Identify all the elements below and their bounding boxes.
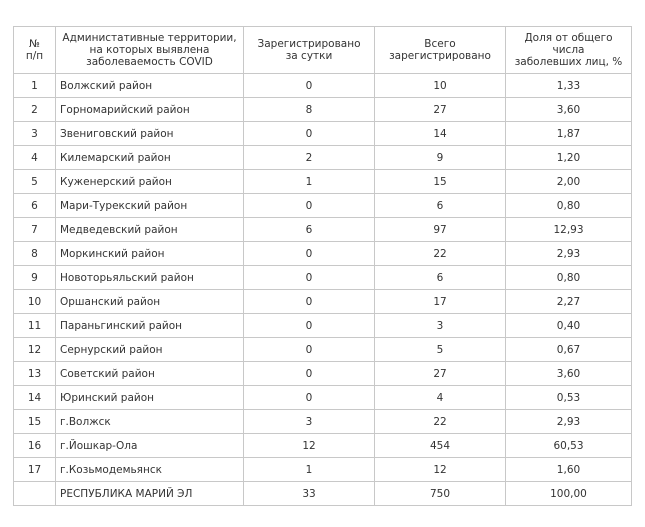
table-body [14,74,632,506]
covid-table-container [13,26,632,506]
territory-name-cell: Мари-Турекский район [56,194,244,218]
territory-name-cell: РЕСПУБЛИКА МАРИЙ ЭЛ [56,482,244,506]
share-percent-cell: 1,87 [506,122,632,146]
row-number-cell: 17 [14,458,56,482]
total-count-cell: 3 [375,314,506,338]
territory-name-cell: г.Волжск [56,410,244,434]
row-number-cell: 14 [14,386,56,410]
territory-name-cell: Параньгинский район [56,314,244,338]
table-header [14,27,632,74]
col-header-number: № п/п [14,27,56,74]
territory-name-cell: Горномарийский район [56,98,244,122]
total-count-cell: 10 [375,74,506,98]
daily-count-cell: 0 [244,362,375,386]
total-count-cell: 12 [375,458,506,482]
total-count-cell: 14 [375,122,506,146]
col-header-daily: Зарегистрировано за сутки [244,27,375,74]
daily-count-cell: 2 [244,146,375,170]
territory-name-cell: Медведевский район [56,218,244,242]
table-row [14,122,632,146]
col-header-territory: Администативные территории, на которых выявлена заболеваемость COVID [56,27,244,74]
territory-name-cell: Звениговский район [56,122,244,146]
row-number-cell: 9 [14,266,56,290]
col-header-total: Всего зарегистрировано [375,27,506,74]
daily-count-cell: 0 [244,194,375,218]
daily-count-cell: 3 [244,410,375,434]
share-percent-cell: 100,00 [506,482,632,506]
daily-count-cell: 0 [244,122,375,146]
share-percent-cell: 0,67 [506,338,632,362]
row-number-cell: 6 [14,194,56,218]
daily-count-cell: 1 [244,170,375,194]
share-percent-cell: 1,20 [506,146,632,170]
share-percent-cell: 2,27 [506,290,632,314]
covid-statistics-table [13,26,632,506]
daily-count-cell: 0 [244,266,375,290]
daily-count-cell: 0 [244,338,375,362]
row-number-cell: 3 [14,122,56,146]
share-percent-cell: 3,60 [506,362,632,386]
share-percent-cell: 3,60 [506,98,632,122]
total-count-cell: 15 [375,170,506,194]
total-count-cell: 9 [375,146,506,170]
table-row [14,314,632,338]
table-row [14,434,632,458]
territory-name-cell: Советский район [56,362,244,386]
row-number-cell: 15 [14,410,56,434]
daily-count-cell: 12 [244,434,375,458]
share-percent-cell: 60,53 [506,434,632,458]
row-number-cell: 16 [14,434,56,458]
daily-count-cell: 0 [244,74,375,98]
total-count-cell: 4 [375,386,506,410]
total-count-cell: 22 [375,242,506,266]
row-number-cell: 10 [14,290,56,314]
total-count-cell: 6 [375,194,506,218]
total-count-cell: 27 [375,98,506,122]
territory-name-cell: г.Йошкар-Ола [56,434,244,458]
table-row-total [14,482,632,506]
share-percent-cell: 2,00 [506,170,632,194]
territory-name-cell: Юринский район [56,386,244,410]
territory-name-cell: Новоторьяльский район [56,266,244,290]
daily-count-cell: 0 [244,290,375,314]
daily-count-cell: 1 [244,458,375,482]
table-row [14,74,632,98]
table-row [14,194,632,218]
row-number-cell: 8 [14,242,56,266]
territory-name-cell: г.Козьмодемьянск [56,458,244,482]
territory-name-cell: Оршанский район [56,290,244,314]
table-row [14,170,632,194]
daily-count-cell: 0 [244,386,375,410]
share-percent-cell: 0,80 [506,194,632,218]
table-row [14,242,632,266]
total-count-cell: 5 [375,338,506,362]
table-row [14,338,632,362]
territory-name-cell: Килемарский район [56,146,244,170]
table-row [14,146,632,170]
total-count-cell: 97 [375,218,506,242]
total-count-cell: 27 [375,362,506,386]
daily-count-cell: 33 [244,482,375,506]
territory-name-cell: Куженерский район [56,170,244,194]
table-row [14,266,632,290]
total-count-cell: 17 [375,290,506,314]
row-number-cell: 7 [14,218,56,242]
table-row [14,458,632,482]
row-number-cell: 13 [14,362,56,386]
table-row [14,410,632,434]
daily-count-cell: 0 [244,242,375,266]
share-percent-cell: 0,40 [506,314,632,338]
total-count-cell: 454 [375,434,506,458]
col-header-share: Доля от общего числа заболевших лиц, % [506,27,632,74]
row-number-cell: 4 [14,146,56,170]
territory-name-cell: Волжский район [56,74,244,98]
row-number-cell: 2 [14,98,56,122]
table-row [14,386,632,410]
share-percent-cell: 1,33 [506,74,632,98]
total-count-cell: 22 [375,410,506,434]
row-number-cell: 5 [14,170,56,194]
share-percent-cell: 12,93 [506,218,632,242]
share-percent-cell: 0,80 [506,266,632,290]
total-count-cell: 750 [375,482,506,506]
table-row [14,98,632,122]
total-count-cell: 6 [375,266,506,290]
row-number-cell: 12 [14,338,56,362]
table-row [14,218,632,242]
daily-count-cell: 6 [244,218,375,242]
territory-name-cell: Сернурский район [56,338,244,362]
share-percent-cell: 1,60 [506,458,632,482]
share-percent-cell: 2,93 [506,242,632,266]
daily-count-cell: 8 [244,98,375,122]
share-percent-cell: 2,93 [506,410,632,434]
table-row [14,290,632,314]
row-number-cell: 1 [14,74,56,98]
row-number-cell [14,482,56,506]
header-row [14,27,632,74]
territory-name-cell: Моркинский район [56,242,244,266]
share-percent-cell: 0,53 [506,386,632,410]
row-number-cell: 11 [14,314,56,338]
table-row [14,362,632,386]
daily-count-cell: 0 [244,314,375,338]
